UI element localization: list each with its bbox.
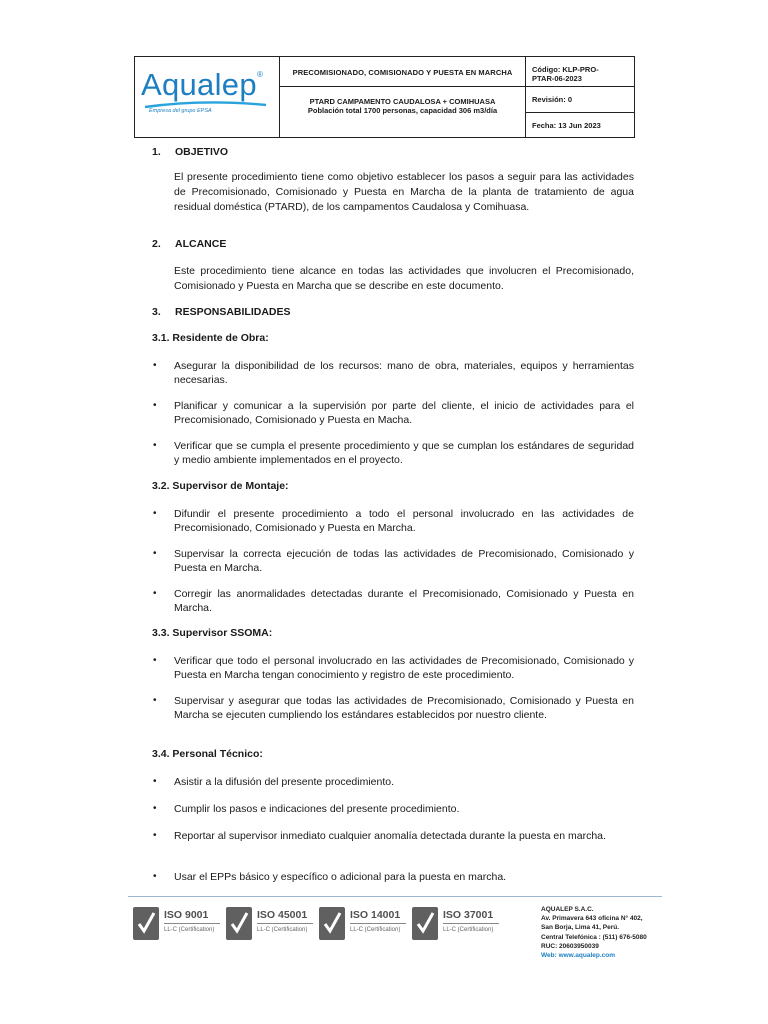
document-subtitle: [280, 87, 526, 137]
document-code: [526, 57, 634, 87]
iso-cert: LL-C (Certification): [443, 927, 494, 933]
list-item-text: Reportar al supervisor inmediato cualquier anomalía detectada durante la puesta en marcha.: [174, 830, 606, 842]
iso-cert: LL-C (Certification): [257, 927, 308, 933]
code-line-1: Código: KLP-PRO-: [532, 65, 599, 74]
company-address-2: San Borja, Lima 41, Perú.: [541, 924, 620, 932]
section-title: RESPONSABILIDADES: [175, 306, 291, 318]
company-address-1: Av. Primavera 643 oficina N° 402,: [541, 915, 643, 923]
section-title: ALCANCE: [175, 238, 227, 250]
company-logo: Aqualep: [141, 67, 257, 102]
bullet-icon: •: [153, 548, 157, 559]
list-item-text: Corregir las anormalidades detectadas durante el Precomisionado, Comisionado y Puesta en Marcha.: [174, 588, 634, 614]
section-number: 2.: [152, 238, 161, 250]
iso-divider: [257, 923, 313, 924]
iso-name: ISO 45001: [257, 909, 308, 921]
subsection-residente: 3.1. Residente de Obra:: [152, 332, 269, 344]
objetivo-text: El presente procedimiento tiene como objetivo establecer los pasos a seguir para las actividades de Precomisionado, Comisionado y Puesta en Marcha de la planta de tratamiento de agua residual doméstica (PTARD), de los campamentos Caudalosa y Comihuasa.: [174, 171, 634, 213]
iso-divider: [350, 923, 406, 924]
list-item-text: Asistir a la difusión del presente procedimiento.: [174, 776, 395, 788]
list-item-text: Planificar y comunicar a la supervisión por parte del cliente, el inicio de actividades para el Precomisionado, Comisionado y Puesta en Macha.: [174, 400, 634, 426]
document-revision: Revisión: 0: [526, 87, 634, 113]
subsection-ssoma: 3.3. Supervisor SSOMA:: [152, 627, 273, 639]
company-phone: Central Telefónica : (511) 676-5080: [541, 933, 647, 941]
section-heading-responsabilidades: [152, 306, 291, 318]
code-line-2: PTAR-06-2023: [532, 74, 582, 83]
subtitle-line-2: Población total 1700 personas, capacidad 306 m3/día: [307, 106, 498, 115]
registered-mark: ®: [257, 70, 263, 79]
iso-name: ISO 9001: [164, 909, 209, 921]
document-title: PRECOMISIONADO, COMISIONADO Y PUESTA EN MARCHA: [280, 57, 526, 87]
list-item-text: Difundir el presente procedimiento a todo el personal involucrado en las actividades de Precomisionado, Comisionado y Puesta en Marcha.: [174, 508, 634, 534]
subsection-montaje: 3.2. Supervisor de Montaje:: [152, 480, 289, 492]
bullet-icon: •: [153, 655, 157, 666]
bullet-icon: •: [153, 830, 157, 841]
footer-divider: [128, 896, 662, 897]
section-heading-alcance: [152, 238, 226, 250]
bullet-icon: •: [153, 871, 157, 882]
iso-divider: [164, 923, 220, 924]
checkmark-icon: [319, 907, 345, 940]
checkmark-icon: [226, 907, 252, 940]
bullet-icon: •: [153, 400, 157, 411]
company-name: AQUALEP S.A.C.: [541, 906, 594, 913]
bullet-icon: •: [153, 588, 157, 599]
document-header: [134, 56, 635, 138]
list-item-text: Supervisar y asegurar que todas las actividades de Precomisionado, Comisionado y Puesta en Marcha se ejecuten cumpliendo los estándares establecidos por nuestro cliente.: [174, 695, 634, 721]
subsection-tecnico: 3.4. Personal Técnico:: [152, 748, 263, 760]
bullet-icon: •: [153, 440, 157, 451]
bullet-icon: •: [153, 803, 157, 814]
subtitle-line-1: PTARD CAMPAMENTO CAUDALOSA + COMIHUASA: [309, 97, 496, 106]
logo-subtitle: Empresa del grupo EPSA: [149, 108, 212, 114]
list-item-text: Verificar que se cumpla el presente procedimiento y que se cumplan los estándares de seguridad y medio ambiente implementados en el proyecto.: [174, 440, 634, 466]
list-item-text: Usar el EPPs básico y específico o adicional para la puesta en marcha.: [174, 871, 507, 883]
list-item-text: Supervisar la correcta ejecución de todas las actividades de Precomisionado, Comisionado y Puesta en Marcha.: [174, 548, 634, 574]
iso-divider: [443, 923, 499, 924]
bullet-icon: •: [153, 776, 157, 787]
iso-cert: LL-C (Certification): [350, 927, 401, 933]
bullet-icon: •: [153, 508, 157, 519]
bullet-icon: •: [153, 360, 157, 371]
section-heading-objetivo: [152, 146, 228, 158]
bullet-icon: •: [153, 695, 157, 706]
list-item-text: Verificar que todo el personal involucrado en las actividades de Precomisionado, Comisionado y Puesta en Marcha tengan conocimiento y registro de este procedimiento.: [174, 655, 634, 681]
iso-badge: [226, 907, 318, 943]
section-title: OBJETIVO: [175, 146, 229, 158]
company-web-link[interactable]: Web: www.aqualep.com: [541, 952, 616, 960]
iso-name: ISO 14001: [350, 909, 401, 921]
section-number: 1.: [152, 146, 161, 158]
iso-badge: [133, 907, 225, 943]
checkmark-icon: [412, 907, 438, 940]
document-date: Fecha: 13 Jun 2023: [532, 121, 601, 130]
checkmark-icon: [133, 907, 159, 940]
list-item-text: Asegurar la disponibilidad de los recursos: mano de obra, materiales, equipos y herramientas necesarias.: [174, 360, 634, 386]
company-info: [541, 905, 647, 960]
iso-cert: LL-C (Certification): [164, 927, 215, 933]
logo-cell: [135, 57, 280, 137]
iso-badge: [412, 907, 504, 943]
section-number: 3.: [152, 306, 161, 318]
list-item-text: Cumplir los pasos e indicaciones del presente procedimiento.: [174, 803, 460, 815]
alcance-text: Este procedimiento tiene alcance en todas las actividades que involucren el Precomisionado, Comisionado y Puesta en Marcha que se describe en este documento.: [174, 265, 634, 292]
company-ruc: RUC: 20603950039: [541, 942, 599, 950]
iso-name: ISO 37001: [443, 909, 494, 921]
iso-badge: [319, 907, 411, 943]
